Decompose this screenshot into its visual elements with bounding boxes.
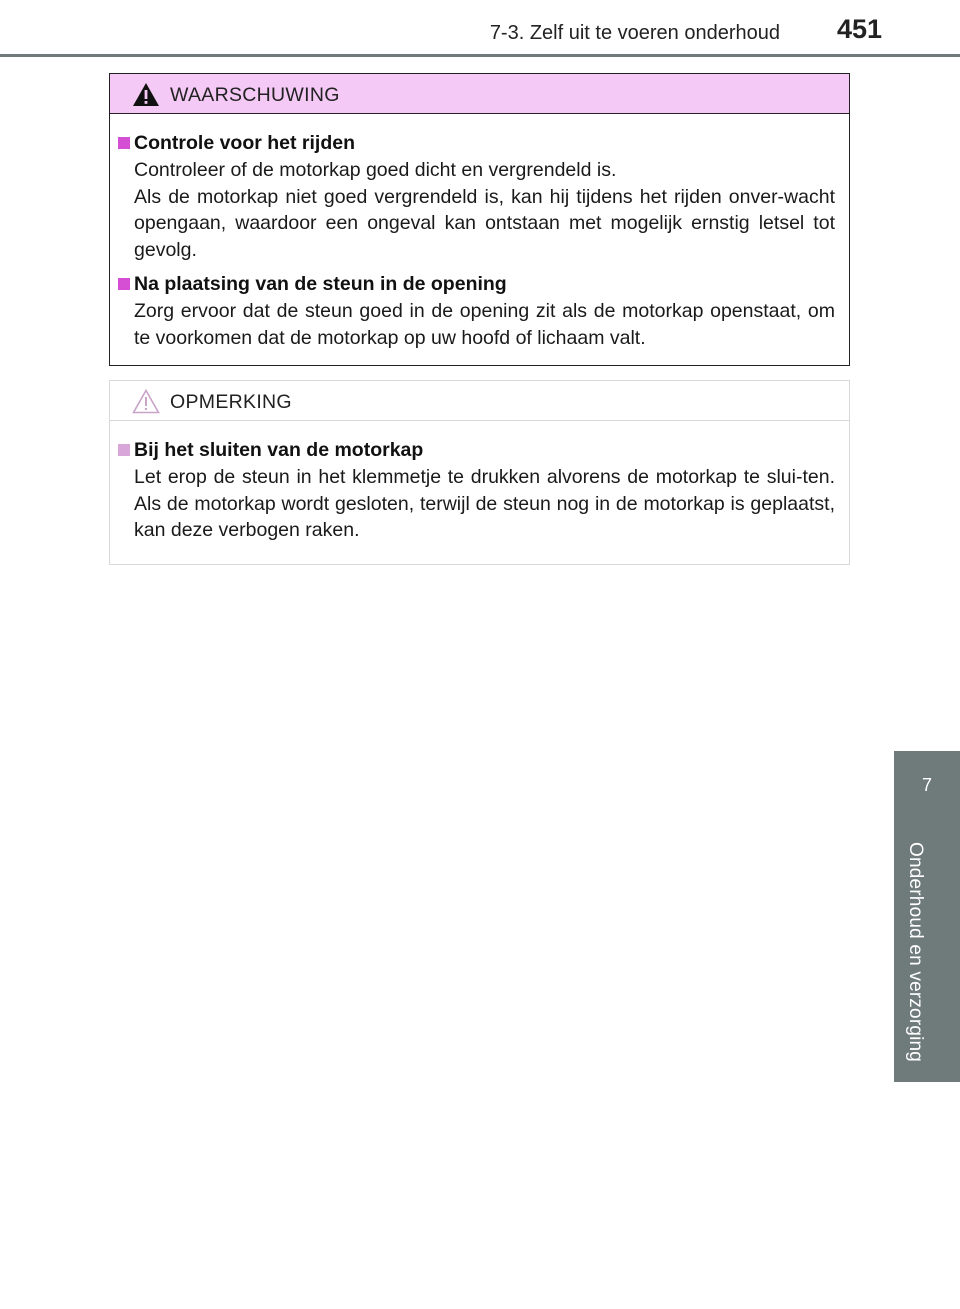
warning-item — [126, 130, 835, 263]
square-bullet-icon — [118, 137, 130, 149]
chapter-label: Onderhoud en verzorging — [905, 842, 926, 1063]
header-rule — [0, 54, 960, 57]
warning-item — [126, 271, 835, 351]
item-text: Zorg ervoor dat de steun goed in de opening zit als de motorkap openstaat, om te voorkomen dat de motorkap op uw hoofd of lichaam valt. — [134, 300, 835, 349]
item-heading — [126, 130, 835, 157]
warning-box — [109, 73, 850, 366]
square-bullet-icon — [118, 444, 130, 456]
item-text — [126, 157, 835, 263]
warning-triangle-icon — [132, 82, 160, 107]
item-heading-text: Na plaatsing van de steun in de opening — [134, 273, 507, 295]
square-bullet-icon — [118, 278, 130, 290]
item-heading-text: Bij het sluiten van de motorkap — [134, 439, 424, 461]
note-header — [110, 381, 849, 421]
notice-triangle-icon — [132, 389, 160, 414]
item-line: Controleer of de motorkap goed dicht en vergrendeld is. — [134, 159, 617, 181]
section-title: 7-3. Zelf uit te voeren onderhoud — [489, 22, 780, 44]
warning-title: WAARSCHUWING — [170, 84, 340, 106]
item-heading-text: Controle voor het rijden — [134, 132, 356, 154]
page-number: 451 — [836, 14, 882, 44]
note-body — [110, 421, 849, 544]
item-heading — [126, 271, 835, 298]
item-text: Let erop de steun in het klemmetje te drukken alvorens de motorkap te slui-ten. Als de motorkap wordt gesloten, terwijl de steun nog in de motorkap is geplaatst, kan deze verbogen raken. — [134, 466, 835, 541]
note-box — [109, 380, 850, 565]
item-line: Als de motorkap niet goed vergrendeld is, kan hij tijdens het rijden onver-wacht opengaan, waardoor een ongeval kan ontstaan met mogelijk ernstig letsel tot gevolg. — [134, 185, 835, 261]
chapter-number: 7 — [921, 775, 932, 795]
note-title: OPMERKING — [170, 391, 292, 413]
note-item — [126, 437, 835, 544]
warning-body — [110, 114, 849, 351]
item-heading — [126, 437, 835, 464]
chapter-tab — [894, 751, 960, 832]
warning-header — [110, 74, 849, 114]
